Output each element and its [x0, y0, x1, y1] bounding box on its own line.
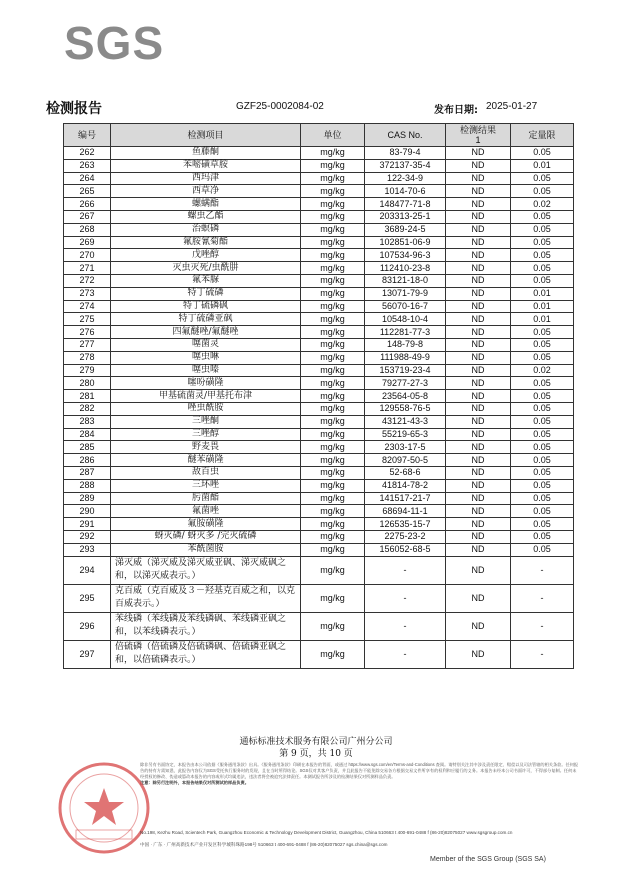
table-row	[64, 584, 574, 612]
cell-item: 苯线磷（苯线磷及苯线磷砜、苯线磷亚砜之和，以苯线磷表示。）	[111, 612, 301, 640]
cell-item: 醚苯磺隆	[111, 454, 301, 467]
cell-cas: 43121-43-3	[365, 415, 446, 428]
cell-result: ND	[446, 543, 511, 556]
report-header	[46, 98, 586, 116]
cell-unit: mg/kg	[301, 479, 365, 492]
cell-result: ND	[446, 198, 511, 211]
cell-unit: mg/kg	[301, 172, 365, 185]
cell-loq: 0.01	[511, 159, 574, 172]
cell-item: 螺虫乙酯	[111, 210, 301, 223]
address-cn: 中国 · 广东 · 广州高新技术产业开发区科学城科珠路198号 510663 t 400-691-0488 f (86-20)82075027 sgs.china@sgs.com	[140, 842, 388, 847]
cell-result: ND	[446, 402, 511, 415]
cell-number: 288	[64, 479, 111, 492]
cell-unit: mg/kg	[301, 147, 365, 160]
cell-unit: mg/kg	[301, 262, 365, 275]
cell-item: 野麦畏	[111, 441, 301, 454]
cell-number: 293	[64, 543, 111, 556]
cell-cas: 2303-17-5	[365, 441, 446, 454]
cell-cas: 83-79-4	[365, 147, 446, 160]
cell-item: 戊唑醇	[111, 249, 301, 262]
cell-loq: -	[511, 612, 574, 640]
table-row	[64, 479, 574, 492]
cell-cas: 148477-71-8	[365, 198, 446, 211]
cell-cas: 41814-78-2	[365, 479, 446, 492]
cell-result: ND	[446, 492, 511, 505]
cell-cas: 141517-21-7	[365, 492, 446, 505]
cell-result: ND	[446, 172, 511, 185]
results-table	[63, 123, 574, 669]
cell-number: 284	[64, 428, 111, 441]
table-row	[64, 249, 574, 262]
cell-loq: 0.05	[511, 390, 574, 403]
cell-unit: mg/kg	[301, 313, 365, 326]
cell-loq: 0.05	[511, 223, 574, 236]
issue-date: 2025-01-27	[486, 101, 538, 112]
cell-cas: 126535-15-7	[365, 518, 446, 531]
cell-number: 268	[64, 223, 111, 236]
cell-number: 291	[64, 518, 111, 531]
cell-item: 特丁硫磷砜	[111, 300, 301, 313]
cell-result: ND	[446, 441, 511, 454]
cell-cas: 156052-68-5	[365, 543, 446, 556]
cell-loq: 0.05	[511, 441, 574, 454]
cell-result: ND	[446, 584, 511, 612]
company-seal	[54, 758, 154, 858]
cell-unit: mg/kg	[301, 249, 365, 262]
sgs-logo	[64, 17, 165, 69]
cell-result: ND	[446, 351, 511, 364]
cell-number: 276	[64, 326, 111, 339]
cell-unit: mg/kg	[301, 185, 365, 198]
cell-number: 272	[64, 274, 111, 287]
cell-unit: mg/kg	[301, 364, 365, 377]
terms-note: 注意：除另行注明外，本报告结果仅对所测试的样品负责。	[140, 780, 249, 785]
cell-number: 278	[64, 351, 111, 364]
cell-cas: 68694-11-1	[365, 505, 446, 518]
cell-loq: 0.05	[511, 479, 574, 492]
cell-loq: 0.05	[511, 351, 574, 364]
cell-number: 295	[64, 584, 111, 612]
cell-unit: mg/kg	[301, 454, 365, 467]
cell-cas: 82097-50-5	[365, 454, 446, 467]
col-unit: 单位	[301, 124, 365, 147]
cell-cas: 112281-77-3	[365, 326, 446, 339]
col-number: 编号	[64, 124, 111, 147]
cell-item: 三环唑	[111, 479, 301, 492]
cell-unit: mg/kg	[301, 326, 365, 339]
table-row	[64, 415, 574, 428]
cell-unit: mg/kg	[301, 390, 365, 403]
cell-unit: mg/kg	[301, 518, 365, 531]
cell-cas: -	[365, 584, 446, 612]
cell-cas: 203313-25-1	[365, 210, 446, 223]
table-row	[64, 236, 574, 249]
footer-page: 第 9 页，共 10 页	[279, 749, 353, 759]
cell-number: 290	[64, 505, 111, 518]
cell-item: 噻吩磺隆	[111, 377, 301, 390]
cell-loq: 0.02	[511, 364, 574, 377]
cell-loq: 0.05	[511, 428, 574, 441]
table-row	[64, 556, 574, 584]
cell-cas: 79277-27-3	[365, 377, 446, 390]
cell-item: 倍硫磷（倍硫磷及倍硫磷砜、倍硫磷亚砜之和，以倍硫磷表示。）	[111, 640, 301, 668]
table-row	[64, 262, 574, 275]
cell-item: 灭虫灭死/虫酰肼	[111, 262, 301, 275]
cell-unit: mg/kg	[301, 415, 365, 428]
cell-result: ND	[446, 364, 511, 377]
cell-item: 噻虫嗪	[111, 364, 301, 377]
cell-cas: 107534-96-3	[365, 249, 446, 262]
cell-result: ND	[446, 454, 511, 467]
cell-unit: mg/kg	[301, 351, 365, 364]
cell-loq: 0.05	[511, 326, 574, 339]
logo-text: SGS	[64, 17, 165, 69]
cell-result: ND	[446, 223, 511, 236]
cell-number: 279	[64, 364, 111, 377]
table-header-row	[64, 124, 574, 147]
cell-loq: 0.05	[511, 543, 574, 556]
col-loq: 定量限	[511, 124, 574, 147]
cell-loq: -	[511, 584, 574, 612]
table-row	[64, 377, 574, 390]
cell-loq: 0.05	[511, 518, 574, 531]
cell-number: 286	[64, 454, 111, 467]
cell-cas: 52-68-6	[365, 466, 446, 479]
table-row	[64, 492, 574, 505]
cell-result: ND	[446, 210, 511, 223]
cell-result: ND	[446, 415, 511, 428]
cell-number: 273	[64, 287, 111, 300]
cell-unit: mg/kg	[301, 492, 365, 505]
cell-cas: 3689-24-5	[365, 223, 446, 236]
cell-unit: mg/kg	[301, 530, 365, 543]
cell-result: ND	[446, 556, 511, 584]
cell-number: 294	[64, 556, 111, 584]
table-row	[64, 326, 574, 339]
table-row	[64, 402, 574, 415]
table-row	[64, 223, 574, 236]
cell-result: ND	[446, 326, 511, 339]
terms-text	[140, 762, 580, 786]
cell-result: ND	[446, 236, 511, 249]
table-row	[64, 287, 574, 300]
cell-item: 克百威（克百威及３－羟基克百威之和，以克百威表示。）	[111, 584, 301, 612]
report-number: GZF25-0002084-02	[236, 101, 324, 112]
cell-loq: 0.05	[511, 377, 574, 390]
cell-number: 289	[64, 492, 111, 505]
cell-number: 287	[64, 466, 111, 479]
cell-loq: 0.05	[511, 249, 574, 262]
cell-number: 266	[64, 198, 111, 211]
cell-cas: 153719-23-4	[365, 364, 446, 377]
table-row	[64, 454, 574, 467]
cell-item: 氟胺氰菊酯	[111, 236, 301, 249]
cell-loq: 0.05	[511, 147, 574, 160]
col-result: 检测结果 1	[446, 124, 511, 147]
cell-item: 四氟醚唑/氟醚唑	[111, 326, 301, 339]
cell-number: 269	[64, 236, 111, 249]
table-row	[64, 274, 574, 287]
table-row	[64, 428, 574, 441]
cell-cas: 102851-06-9	[365, 236, 446, 249]
cell-result: ND	[446, 466, 511, 479]
cell-result: ND	[446, 300, 511, 313]
cell-cas: 372137-35-4	[365, 159, 446, 172]
col-item: 检测项目	[111, 124, 301, 147]
cell-unit: mg/kg	[301, 287, 365, 300]
cell-loq: 0.05	[511, 505, 574, 518]
cell-loq: 0.05	[511, 210, 574, 223]
cell-cas: 23564-05-8	[365, 390, 446, 403]
address-en: No.198, Kezhu Road, Scientech Park, Guangzhou Economic & Technology Development District, Guangzhou, China 510663 t 400-691-0488 f (86-20)82075027 www.sgsgroup.com.cn	[140, 830, 513, 835]
cell-result: ND	[446, 530, 511, 543]
cell-unit: mg/kg	[301, 402, 365, 415]
col-cas: CAS No.	[365, 124, 446, 147]
cell-result: ND	[446, 612, 511, 640]
table-row	[64, 466, 574, 479]
cell-loq: 0.05	[511, 466, 574, 479]
table-row	[64, 530, 574, 543]
cell-result: ND	[446, 390, 511, 403]
table-row	[64, 300, 574, 313]
cell-unit: mg/kg	[301, 236, 365, 249]
cell-item: 噻虫啉	[111, 351, 301, 364]
table-row	[64, 505, 574, 518]
cell-loq: 0.05	[511, 454, 574, 467]
cell-unit: mg/kg	[301, 584, 365, 612]
cell-loq: 0.05	[511, 172, 574, 185]
cell-unit: mg/kg	[301, 428, 365, 441]
cell-cas: 111988-49-9	[365, 351, 446, 364]
cell-loq: 0.05	[511, 274, 574, 287]
cell-item: 三唑醇	[111, 428, 301, 441]
cell-unit: mg/kg	[301, 159, 365, 172]
cell-result: ND	[446, 640, 511, 668]
table-row	[64, 185, 574, 198]
cell-unit: mg/kg	[301, 543, 365, 556]
table-row	[64, 612, 574, 640]
cell-cas: 56070-16-7	[365, 300, 446, 313]
cell-number: 292	[64, 530, 111, 543]
cell-number: 263	[64, 159, 111, 172]
cell-number: 285	[64, 441, 111, 454]
cell-number: 282	[64, 402, 111, 415]
cell-item: 西草净	[111, 185, 301, 198]
cell-loq: 0.05	[511, 262, 574, 275]
member-line: Member of the SGS Group (SGS SA)	[430, 856, 546, 863]
cell-item: 苯酰菌胺	[111, 543, 301, 556]
cell-result: ND	[446, 377, 511, 390]
cell-unit: mg/kg	[301, 640, 365, 668]
cell-unit: mg/kg	[301, 441, 365, 454]
cell-item: 氟苯脲	[111, 274, 301, 287]
cell-number: 296	[64, 612, 111, 640]
table-row	[64, 543, 574, 556]
cell-item: 肟菌酯	[111, 492, 301, 505]
cell-item: 特丁硫磷亚砜	[111, 313, 301, 326]
table-row	[64, 640, 574, 668]
cell-number: 275	[64, 313, 111, 326]
cell-loq: 0.05	[511, 492, 574, 505]
terms-body: 除非另有书面协定，本报告由本公司依据《服务通用条款》出具。《服务通用条款》印刷在本报告的背面，或通过 https://www.sgs.com/en/Terms-and-Conditions 查阅。请特别关注其中涉及责任限定、赔偿以及司法管辖的相关条款。任何报告的持有方需知悉，此报告内容仅为SGS受托执行服务时的发现，且在当时所得结论。SGS仅对其客户负责，并且此报告不能免除交易各方根据交易文件所享有的权利和应履行的义务。本报告未经本公司书面许可，不得部分复制。任何未经授权的修改、伪造或篡改本报告的内容或形式均属违法，违法者将会被追究法律责任。本测试报告所涉及的检测结果仅对所测样品负责。	[140, 762, 579, 779]
cell-loq: 0.01	[511, 300, 574, 313]
cell-cas: 2275-23-2	[365, 530, 446, 543]
cell-result: ND	[446, 518, 511, 531]
table-row	[64, 159, 574, 172]
cell-result: ND	[446, 479, 511, 492]
table-row	[64, 441, 574, 454]
cell-unit: mg/kg	[301, 377, 365, 390]
cell-number: 267	[64, 210, 111, 223]
cell-number: 274	[64, 300, 111, 313]
cell-result: ND	[446, 428, 511, 441]
cell-loq: 0.05	[511, 236, 574, 249]
report-title: 检测报告	[46, 101, 102, 117]
cell-loq: 0.05	[511, 402, 574, 415]
cell-unit: mg/kg	[301, 466, 365, 479]
cell-cas: -	[365, 640, 446, 668]
cell-unit: mg/kg	[301, 612, 365, 640]
footer-company: 通标标准技术服务有限公司广州分公司	[239, 737, 393, 747]
cell-item: 噻菌灵	[111, 338, 301, 351]
table-row	[64, 210, 574, 223]
cell-loq: -	[511, 640, 574, 668]
cell-result: ND	[446, 159, 511, 172]
cell-loq: 0.02	[511, 198, 574, 211]
table-row	[64, 351, 574, 364]
cell-cas: 1014-70-6	[365, 185, 446, 198]
cell-number: 297	[64, 640, 111, 668]
cell-item: 敌百虫	[111, 466, 301, 479]
cell-loq: 0.05	[511, 415, 574, 428]
cell-item: 螺螨酯	[111, 198, 301, 211]
cell-cas: -	[365, 612, 446, 640]
cell-item: 治螟磷	[111, 223, 301, 236]
cell-cas: 10548-10-4	[365, 313, 446, 326]
date-label: 发布日期:	[434, 105, 478, 116]
table-row	[64, 172, 574, 185]
cell-item: 甲基硫菌灵/甲基托布津	[111, 390, 301, 403]
cell-loq: 0.01	[511, 287, 574, 300]
cell-number: 277	[64, 338, 111, 351]
cell-result: ND	[446, 338, 511, 351]
cell-number: 271	[64, 262, 111, 275]
cell-result: ND	[446, 147, 511, 160]
cell-result: ND	[446, 313, 511, 326]
cell-loq: -	[511, 556, 574, 584]
cell-unit: mg/kg	[301, 556, 365, 584]
cell-item: 唑虫酰胺	[111, 402, 301, 415]
cell-number: 265	[64, 185, 111, 198]
cell-result: ND	[446, 274, 511, 287]
table-row	[64, 313, 574, 326]
cell-item: 鱼藤酮	[111, 147, 301, 160]
cell-result: ND	[446, 249, 511, 262]
cell-item: 涕灭威（涕灭威及涕灭威亚砜、涕灭威砜之和，以涕灭威表示。）	[111, 556, 301, 584]
cell-cas: 122-34-9	[365, 172, 446, 185]
cell-unit: mg/kg	[301, 198, 365, 211]
cell-unit: mg/kg	[301, 338, 365, 351]
cell-number: 280	[64, 377, 111, 390]
table-row	[64, 390, 574, 403]
cell-number: 264	[64, 172, 111, 185]
cell-cas: 129558-76-5	[365, 402, 446, 415]
cell-item: 特丁硫磷	[111, 287, 301, 300]
cell-item: 氟菌唑	[111, 505, 301, 518]
cell-unit: mg/kg	[301, 274, 365, 287]
table-row	[64, 338, 574, 351]
cell-loq: 0.05	[511, 185, 574, 198]
cell-item: 蚜灭磷/ 蚜灭多 /完灭硫磷	[111, 530, 301, 543]
cell-item: 西玛津	[111, 172, 301, 185]
cell-loq: 0.01	[511, 313, 574, 326]
cell-number: 283	[64, 415, 111, 428]
cell-number: 281	[64, 390, 111, 403]
cell-cas: 55219-65-3	[365, 428, 446, 441]
table-row	[64, 198, 574, 211]
table-row	[64, 364, 574, 377]
cell-result: ND	[446, 287, 511, 300]
cell-item: 三唑酮	[111, 415, 301, 428]
cell-loq: 0.05	[511, 338, 574, 351]
cell-cas: 13071-79-9	[365, 287, 446, 300]
cell-cas: 148-79-8	[365, 338, 446, 351]
cell-unit: mg/kg	[301, 223, 365, 236]
table-row	[64, 518, 574, 531]
cell-cas: 112410-23-8	[365, 262, 446, 275]
cell-item: 苯嘧磺草胺	[111, 159, 301, 172]
cell-loq: 0.05	[511, 530, 574, 543]
table-row	[64, 147, 574, 160]
cell-unit: mg/kg	[301, 505, 365, 518]
cell-number: 270	[64, 249, 111, 262]
cell-result: ND	[446, 262, 511, 275]
cell-number: 262	[64, 147, 111, 160]
cell-unit: mg/kg	[301, 300, 365, 313]
cell-item: 氟胺磺隆	[111, 518, 301, 531]
cell-result: ND	[446, 185, 511, 198]
cell-result: ND	[446, 505, 511, 518]
cell-unit: mg/kg	[301, 210, 365, 223]
cell-cas: 83121-18-0	[365, 274, 446, 287]
cell-cas: -	[365, 556, 446, 584]
